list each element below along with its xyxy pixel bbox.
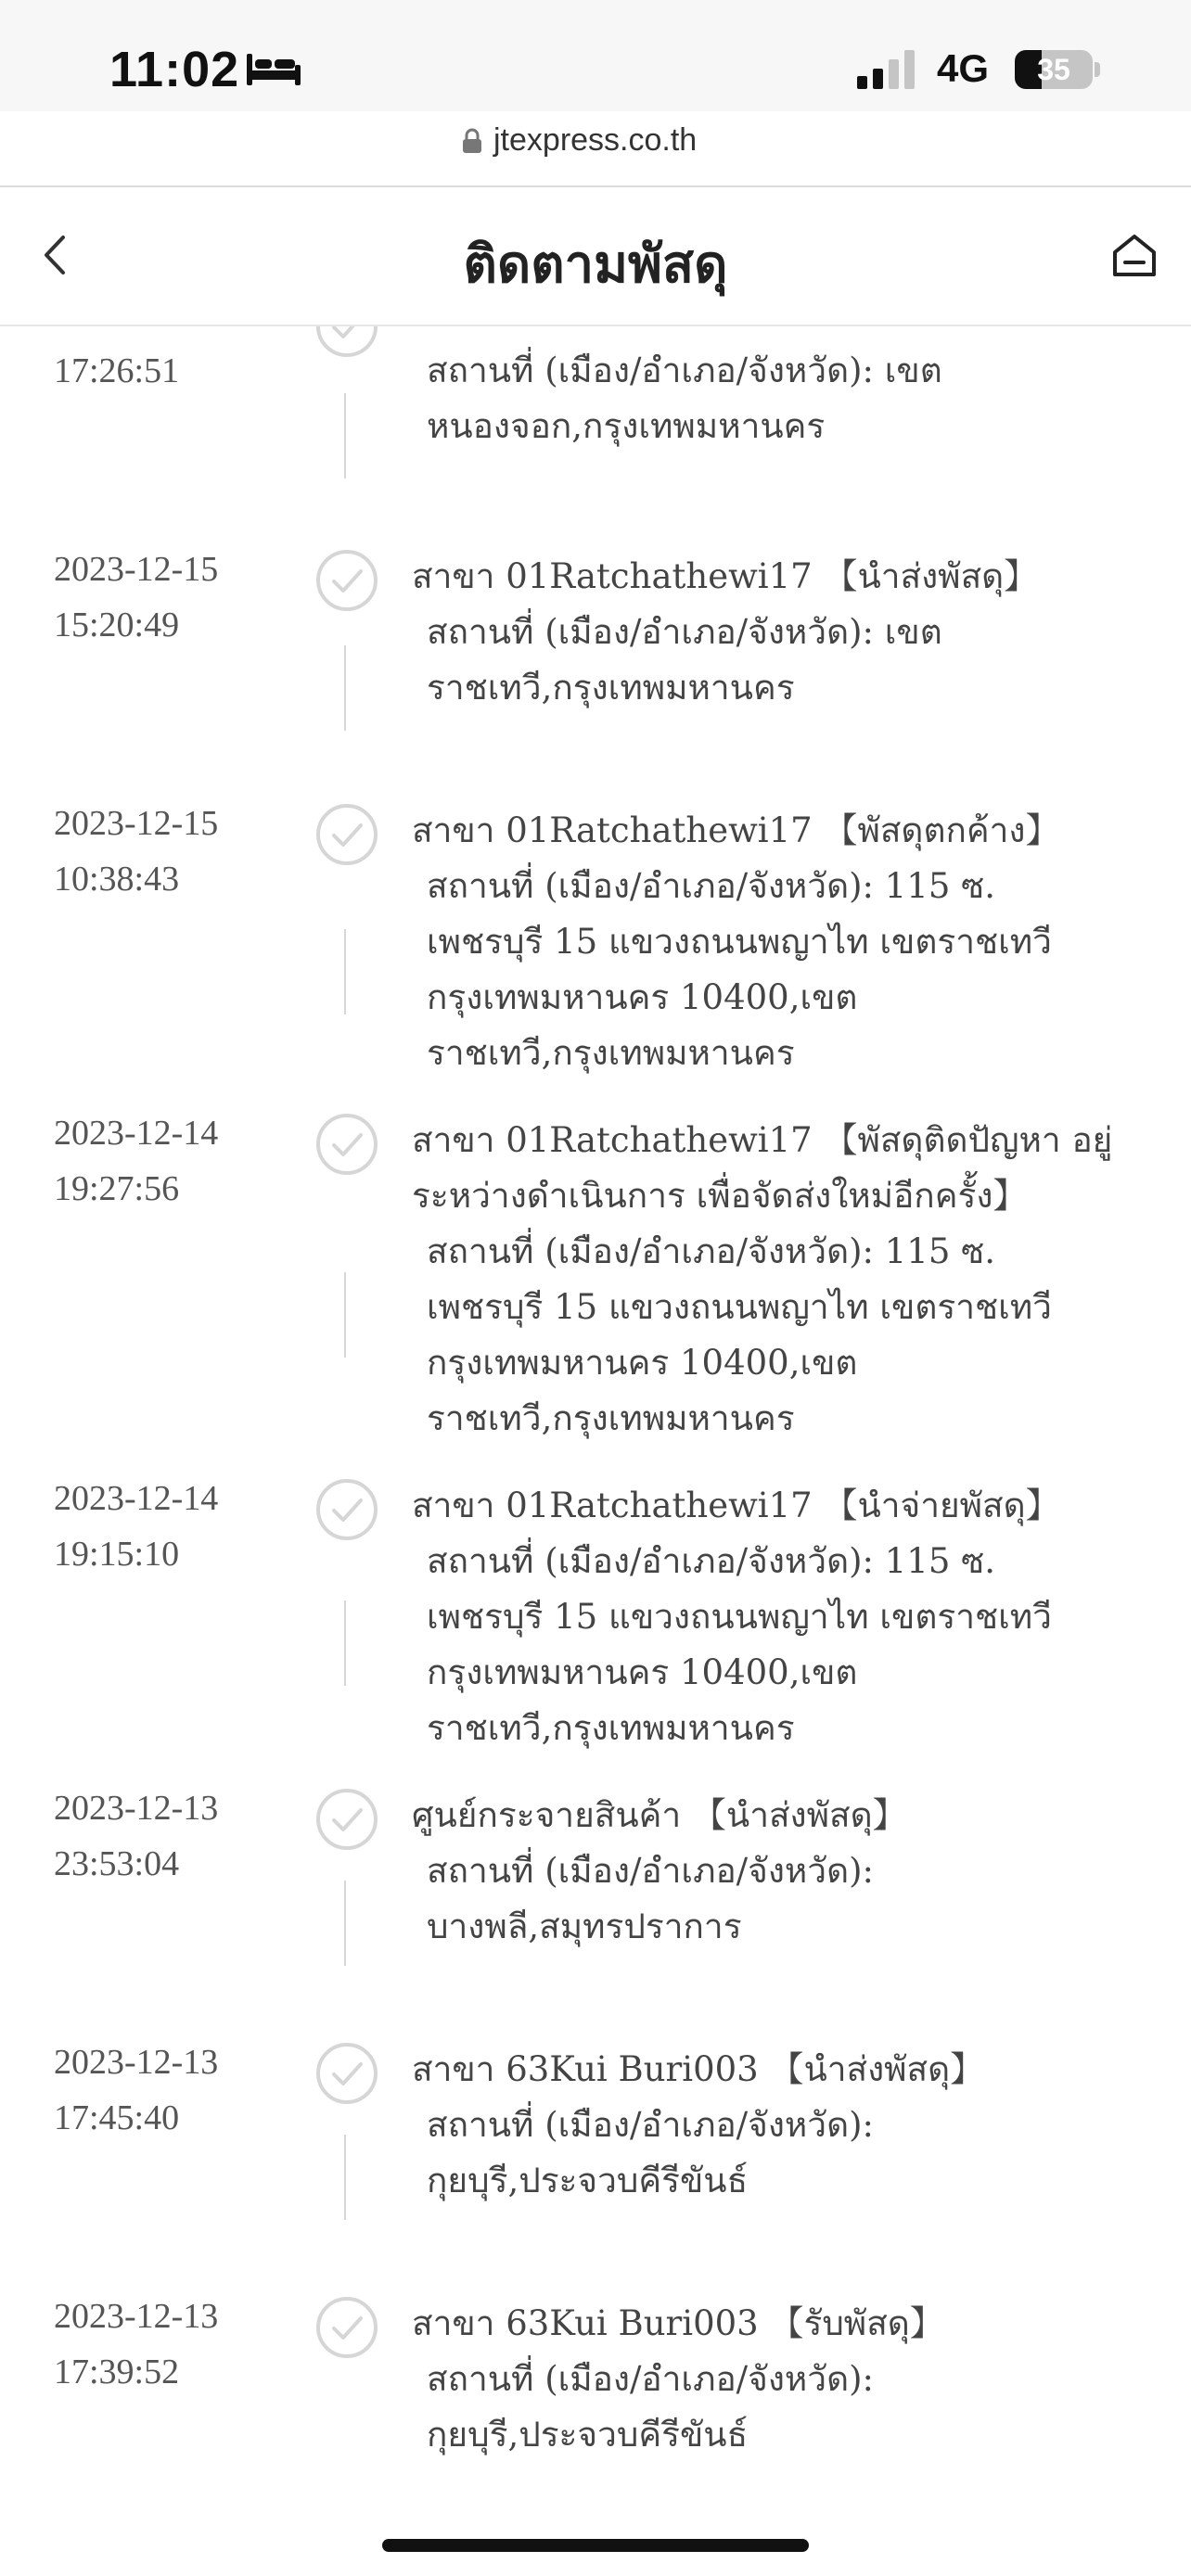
page-header: [0, 187, 1191, 326]
event-time: 15:20:49: [54, 606, 180, 644]
check-circle-icon: [315, 549, 378, 612]
event-title: สาขา 63Kui Buri003 【นำส่งพัสดุ】: [412, 2049, 985, 2089]
event-time: 19:27:56: [54, 1169, 180, 1208]
check-circle-icon: [315, 1788, 378, 1851]
event-date: 2023-12-15: [54, 804, 219, 843]
page-title: ติดตามพัสดุ: [463, 235, 728, 295]
event-location: สถานที่ (เมือง/อำเภอ/จังหวัด): เขต หนองจอก,กรุงเทพมหานคร: [427, 351, 942, 446]
event-location: สถานที่ (เมือง/อำเภอ/จังหวัด): กุยบุรี,ประจวบคีรีขันธ์: [427, 2359, 874, 2455]
battery-percent: 35: [1037, 53, 1070, 86]
event-location: สถานที่ (เมือง/อำเภอ/จังหวัด): เขต ราชเทวี,กรุงเทพมหานคร: [427, 612, 942, 708]
event-title: สาขา 63Kui Buri003 【รับพัสดุ】: [412, 2303, 944, 2343]
event-date: 2023-12-13: [54, 2297, 219, 2336]
event-title: สาขา 01Ratchathewi17 【พัสดุติดปัญหา อยู่ระหว่างดำเนินการ เพื่อจัดส่งใหม่อีกครั้ง】: [412, 1120, 1113, 1216]
home-indicator[interactable]: [382, 2539, 809, 2552]
timeline-connector: [344, 645, 346, 731]
network-type: 4G: [937, 46, 990, 90]
check-circle-icon: [315, 326, 378, 358]
timeline-connector: [344, 929, 346, 1014]
event-location: สถานที่ (เมือง/อำเภอ/จังหวัด): บางพลี,สมุทรปราการ: [427, 1851, 874, 1946]
timeline-connector: [344, 393, 346, 478]
event-title: สาขา 01Ratchathewi17 【นำส่งพัสดุ】: [412, 556, 1039, 596]
event-location: สถานที่ (เมือง/อำเภอ/จังหวัด): 115 ซ. เพชรบุรี 15 แขวงถนนพญาไท เขตราชเทวี กรุงเทพมหานคร 10400,เขต ราชเทวี,กรุงเทพมหานคร: [427, 1231, 1052, 1438]
sleep-bed-icon: [247, 54, 301, 85]
cellular-signal-icon: [857, 48, 918, 89]
status-bar: [0, 0, 1191, 158]
event-location: สถานที่ (เมือง/อำเภอ/จังหวัด): 115 ซ. เพชรบุรี 15 แขวงถนนพญาไท เขตราชเทวี กรุงเทพมหานคร 10400,เขต ราชเทวี,กรุงเทพมหานคร: [427, 1541, 1052, 1748]
event-date: 2023-12-13: [54, 1789, 219, 1828]
event-date: 2023-12-15: [54, 550, 219, 589]
event-time: 17:26:51: [54, 351, 180, 390]
timeline-connector: [344, 1600, 346, 1686]
check-circle-icon: [315, 2296, 378, 2359]
check-circle-icon: [315, 803, 378, 866]
status-time: 11:02: [109, 42, 240, 97]
timeline-connector: [344, 2135, 346, 2220]
home-icon[interactable]: [1111, 232, 1158, 278]
battery-icon: [1015, 50, 1100, 89]
lock-icon: [462, 128, 482, 154]
event-time: 19:15:10: [54, 1535, 180, 1574]
address-bar-url[interactable]: jtexpress.co.th: [493, 122, 698, 158]
event-time: 23:53:04: [54, 1844, 180, 1883]
event-time: 17:39:52: [54, 2353, 180, 2391]
event-date: 2023-12-13: [54, 2043, 219, 2082]
check-circle-icon: [315, 2042, 378, 2105]
event-date: 2023-12-14: [54, 1479, 219, 1518]
timeline-connector: [344, 1272, 346, 1358]
event-time: 10:38:43: [54, 860, 180, 899]
check-circle-icon: [315, 1478, 378, 1541]
event-location: สถานที่ (เมือง/อำเภอ/จังหวัด): กุยบุรี,ประจวบคีรีขันธ์: [427, 2105, 874, 2200]
event-title: ศูนย์กระจายสินค้า 【นำส่งพัสดุ】: [412, 1795, 907, 1835]
event-date: 2023-12-14: [54, 1114, 219, 1153]
check-circle-icon: [315, 1113, 378, 1176]
event-title: สาขา 01Ratchathewi17 【พัสดุตกค้าง】: [412, 810, 1060, 850]
event-title: สาขา 01Ratchathewi17 【นำจ่ายพัสดุ】: [412, 1486, 1060, 1525]
timeline-connector: [344, 1881, 346, 1966]
event-location: สถานที่ (เมือง/อำเภอ/จังหวัด): 115 ซ. เพชรบุรี 15 แขวงถนนพญาไท เขตราชเทวี กรุงเทพมหานคร 10400,เขต ราชเทวี,กรุงเทพมหานคร: [427, 866, 1052, 1073]
tracking-timeline[interactable]: [0, 326, 1191, 2533]
event-time: 17:45:40: [54, 2098, 180, 2137]
